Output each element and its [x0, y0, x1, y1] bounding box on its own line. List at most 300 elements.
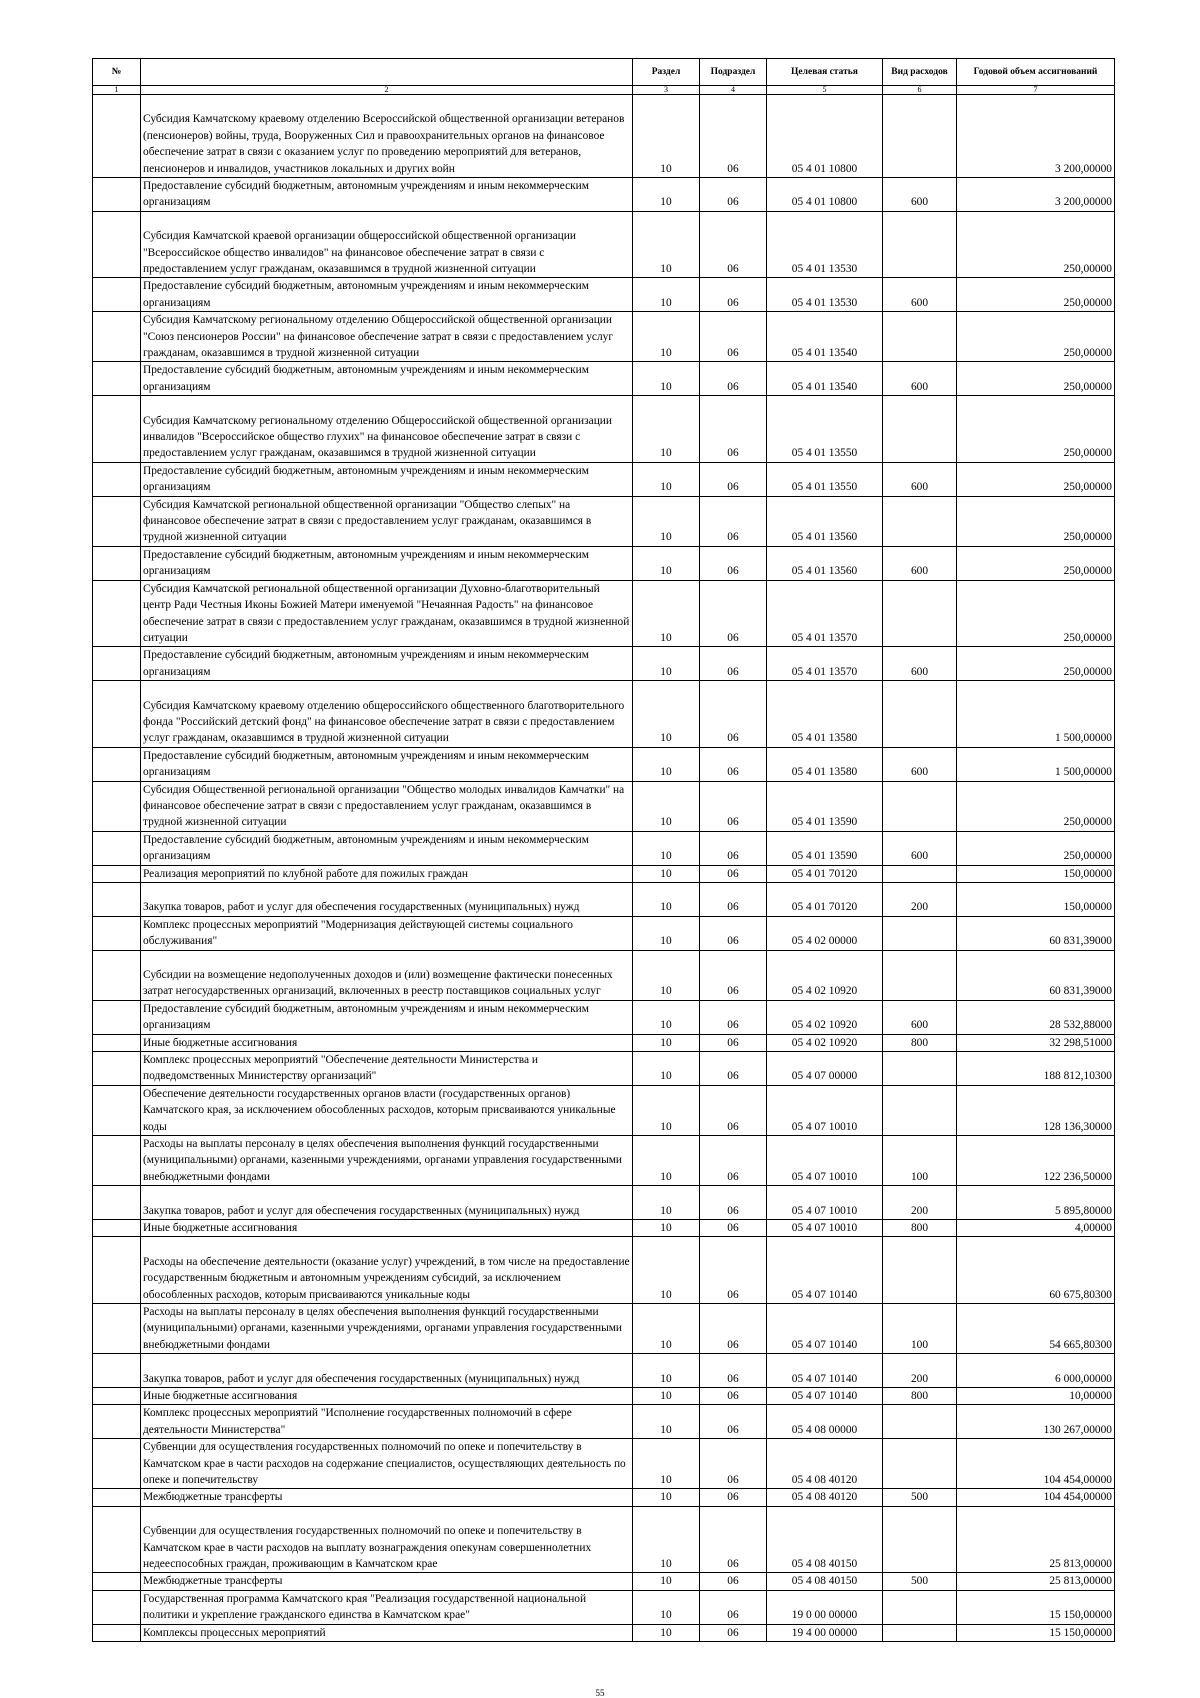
row-subsection: 06 [700, 1354, 767, 1388]
row-target-article: 05 4 07 10140 [767, 1237, 883, 1304]
row-name: Субсидия Камчатскому региональному отделению Общероссийской общественной организации "Союз пенсионеров России" на финансовое обеспечение затрат в связи с предоставлением услуг гражданам, оказавшимся в трудной жизненной ситуации [141, 312, 633, 362]
row-subsection: 06 [700, 647, 767, 681]
row-amount: 250,00000 [957, 462, 1115, 496]
row-amount: 6 000,00000 [957, 1354, 1115, 1388]
row-expense-type: 600 [883, 831, 957, 865]
row-number [93, 312, 141, 362]
row-target-article: 05 4 01 13550 [767, 462, 883, 496]
row-section: 10 [633, 496, 700, 546]
row-target-article: 05 4 07 10010 [767, 1136, 883, 1186]
row-number [93, 916, 141, 950]
column-number: 5 [767, 86, 883, 95]
row-section: 10 [633, 1590, 700, 1624]
row-amount: 250,00000 [957, 496, 1115, 546]
row-number [93, 546, 141, 580]
row-amount: 250,00000 [957, 580, 1115, 647]
column-number: 4 [700, 86, 767, 95]
column-number-row [93, 86, 1115, 95]
table-row [93, 1624, 1115, 1641]
header-section: Раздел [633, 59, 700, 86]
row-name: Государственная программа Камчатского края "Реализация государственной национальной политики и укрепление гражданского единства в Камчатском крае" [141, 1590, 633, 1624]
table-row [93, 1573, 1115, 1590]
row-amount: 104 454,00000 [957, 1489, 1115, 1506]
row-expense-type [883, 681, 957, 748]
row-section: 10 [633, 1439, 700, 1489]
row-subsection: 06 [700, 681, 767, 748]
row-target-article: 05 4 01 13590 [767, 831, 883, 865]
row-amount: 3 200,00000 [957, 95, 1115, 178]
row-section: 10 [633, 1000, 700, 1034]
row-target-article: 05 4 07 10140 [767, 1354, 883, 1388]
row-subsection: 06 [700, 462, 767, 496]
column-number: 2 [141, 86, 633, 95]
header-row [93, 59, 1115, 86]
row-amount: 54 665,80300 [957, 1304, 1115, 1354]
row-number [93, 647, 141, 681]
row-subsection: 06 [700, 1051, 767, 1085]
row-subsection: 06 [700, 178, 767, 212]
row-name: Субвенции для осуществления государственных полномочий по опеке и попечительству в Камчатском крае в части расходов на выплату вознаграждения опекунам совершеннолетних недееспособных граждан, проживающим в Камчатском крае [141, 1506, 633, 1573]
row-name: Предоставление субсидий бюджетным, автономным учреждениям и иным некоммерческим организациям [141, 178, 633, 212]
row-expense-type [883, 1506, 957, 1573]
row-amount: 250,00000 [957, 396, 1115, 463]
header-target-article: Целевая статья [767, 59, 883, 86]
row-name: Субсидия Камчатской региональной общественной организации "Общество слепых" на финансовое обеспечение затрат в связи с предоставлением услуг гражданам, оказавшимся в трудной жизненной ситуации [141, 496, 633, 546]
row-number [93, 1220, 141, 1237]
row-subsection: 06 [700, 747, 767, 781]
row-subsection: 06 [700, 211, 767, 278]
row-section: 10 [633, 1085, 700, 1135]
row-name: Предоставление субсидий бюджетным, автономным учреждениям и иным некоммерческим организациям [141, 647, 633, 681]
row-amount: 15 150,00000 [957, 1590, 1115, 1624]
row-number [93, 882, 141, 916]
row-target-article: 05 4 08 40150 [767, 1573, 883, 1590]
row-target-article: 05 4 01 13530 [767, 211, 883, 278]
row-name: Иные бюджетные ассигнования [141, 1388, 633, 1405]
table-row [93, 1186, 1115, 1220]
row-expense-type: 600 [883, 1000, 957, 1034]
table-row [93, 1136, 1115, 1186]
row-target-article: 05 4 02 00000 [767, 916, 883, 950]
row-section: 10 [633, 362, 700, 396]
row-subsection: 06 [700, 546, 767, 580]
row-amount: 250,00000 [957, 781, 1115, 831]
row-target-article: 05 4 08 40150 [767, 1506, 883, 1573]
row-expense-type [883, 396, 957, 463]
row-expense-type: 600 [883, 462, 957, 496]
row-number [93, 1000, 141, 1034]
row-target-article: 05 4 08 40120 [767, 1439, 883, 1489]
row-name: Субсидия Общественной региональной организации "Общество молодых инвалидов Камчатки" на финансовое обеспечение затрат в связи с предоставлением услуг гражданам, оказавшимся в трудной жизненной ситуации [141, 781, 633, 831]
table-row [93, 1388, 1115, 1405]
row-subsection: 06 [700, 1624, 767, 1641]
row-amount: 250,00000 [957, 546, 1115, 580]
column-number: 6 [883, 86, 957, 95]
row-section: 10 [633, 1405, 700, 1439]
row-expense-type: 100 [883, 1304, 957, 1354]
row-subsection: 06 [700, 396, 767, 463]
row-number [93, 1405, 141, 1439]
row-name: Предоставление субсидий бюджетным, автономным учреждениям и иным некоммерческим организациям [141, 1000, 633, 1034]
column-number: 7 [957, 86, 1115, 95]
row-name: Закупка товаров, работ и услуг для обеспечения государственных (муниципальных) нужд [141, 882, 633, 916]
row-number [93, 831, 141, 865]
table-row [93, 950, 1115, 1000]
row-name: Расходы на выплаты персоналу в целях обеспечения выполнения функций государственными (муниципальными) органами, казенными учреждениями, органами управления государственными внебюджетными фондами [141, 1304, 633, 1354]
row-expense-type [883, 1439, 957, 1489]
row-name: Межбюджетные трансферты [141, 1573, 633, 1590]
row-target-article: 05 4 01 13580 [767, 747, 883, 781]
row-target-article: 05 4 08 40120 [767, 1489, 883, 1506]
row-subsection: 06 [700, 580, 767, 647]
table-row [93, 1590, 1115, 1624]
row-section: 10 [633, 1186, 700, 1220]
row-name: Предоставление субсидий бюджетным, автономным учреждениям и иным некоммерческим организациям [141, 747, 633, 781]
table-row [93, 1489, 1115, 1506]
row-section: 10 [633, 831, 700, 865]
row-section: 10 [633, 916, 700, 950]
row-section: 10 [633, 647, 700, 681]
row-amount: 10,00000 [957, 1388, 1115, 1405]
row-section: 10 [633, 1136, 700, 1186]
row-expense-type: 800 [883, 1034, 957, 1051]
row-subsection: 06 [700, 1506, 767, 1573]
row-name: Комплекс процессных мероприятий "Модернизация действующей системы социального обслуживания" [141, 916, 633, 950]
row-subsection: 06 [700, 496, 767, 546]
row-expense-type [883, 1051, 957, 1085]
budget-table [92, 58, 1115, 1642]
row-name: Межбюджетные трансферты [141, 1489, 633, 1506]
row-number [93, 1085, 141, 1135]
table-row [93, 178, 1115, 212]
row-section: 10 [633, 1051, 700, 1085]
row-amount: 32 298,51000 [957, 1034, 1115, 1051]
row-subsection: 06 [700, 95, 767, 178]
table-row [93, 1439, 1115, 1489]
table-row [93, 1405, 1115, 1439]
row-section: 10 [633, 1624, 700, 1641]
row-expense-type: 600 [883, 747, 957, 781]
row-amount: 25 813,00000 [957, 1573, 1115, 1590]
table-row [93, 882, 1115, 916]
row-number [93, 462, 141, 496]
row-expense-type [883, 1085, 957, 1135]
row-section: 10 [633, 950, 700, 1000]
row-number [93, 865, 141, 882]
row-number [93, 278, 141, 312]
row-subsection: 06 [700, 882, 767, 916]
row-number [93, 1304, 141, 1354]
row-expense-type: 600 [883, 178, 957, 212]
row-section: 10 [633, 211, 700, 278]
page-number: 55 [595, 1688, 605, 1698]
header-number: № [93, 59, 141, 86]
row-subsection: 06 [700, 916, 767, 950]
row-name: Предоставление субсидий бюджетным, автономным учреждениям и иным некоммерческим организациям [141, 462, 633, 496]
row-number [93, 1051, 141, 1085]
row-amount: 250,00000 [957, 211, 1115, 278]
row-section: 10 [633, 747, 700, 781]
row-number [93, 1354, 141, 1388]
table-row [93, 278, 1115, 312]
row-subsection: 06 [700, 1220, 767, 1237]
row-target-article: 05 4 01 13560 [767, 496, 883, 546]
row-name: Закупка товаров, работ и услуг для обеспечения государственных (муниципальных) нужд [141, 1186, 633, 1220]
row-expense-type: 100 [883, 1136, 957, 1186]
row-expense-type [883, 916, 957, 950]
row-name: Комплекс процессных мероприятий "Обеспечение деятельности Министерства и подведомственных Министерству организаций" [141, 1051, 633, 1085]
row-subsection: 06 [700, 1304, 767, 1354]
row-target-article: 05 4 02 10920 [767, 1000, 883, 1034]
row-number [93, 950, 141, 1000]
row-subsection: 06 [700, 362, 767, 396]
row-subsection: 06 [700, 1085, 767, 1135]
row-section: 10 [633, 178, 700, 212]
row-section: 10 [633, 865, 700, 882]
row-target-article: 05 4 01 13570 [767, 647, 883, 681]
row-target-article: 05 4 01 10800 [767, 95, 883, 178]
row-amount: 25 813,00000 [957, 1506, 1115, 1573]
row-section: 10 [633, 681, 700, 748]
table-row [93, 681, 1115, 748]
row-amount: 4,00000 [957, 1220, 1115, 1237]
row-number [93, 1624, 141, 1641]
row-amount: 250,00000 [957, 831, 1115, 865]
row-amount: 250,00000 [957, 362, 1115, 396]
row-expense-type [883, 95, 957, 178]
row-subsection: 06 [700, 950, 767, 1000]
row-amount: 60 831,39000 [957, 950, 1115, 1000]
row-target-article: 05 4 01 13590 [767, 781, 883, 831]
table-row [93, 546, 1115, 580]
row-amount: 1 500,00000 [957, 747, 1115, 781]
row-target-article: 05 4 01 70120 [767, 865, 883, 882]
row-number [93, 781, 141, 831]
row-name: Закупка товаров, работ и услуг для обеспечения государственных (муниципальных) нужд [141, 1354, 633, 1388]
row-target-article: 05 4 01 13550 [767, 396, 883, 463]
row-section: 10 [633, 278, 700, 312]
row-target-article: 05 4 01 13570 [767, 580, 883, 647]
row-amount: 104 454,00000 [957, 1439, 1115, 1489]
row-section: 10 [633, 580, 700, 647]
row-expense-type: 800 [883, 1220, 957, 1237]
row-number [93, 1034, 141, 1051]
row-number [93, 1237, 141, 1304]
table-row [93, 831, 1115, 865]
row-number [93, 1506, 141, 1573]
row-section: 10 [633, 462, 700, 496]
row-name: Расходы на выплаты персоналу в целях обеспечения выполнения функций государственными (муниципальными) органами, казенными учреждениями, органами управления государственными внебюджетными фондами [141, 1136, 633, 1186]
row-number [93, 178, 141, 212]
table-row [93, 580, 1115, 647]
header-annual-amount: Годовой объем ассигнований [957, 59, 1115, 86]
row-subsection: 06 [700, 1590, 767, 1624]
row-amount: 250,00000 [957, 312, 1115, 362]
row-amount: 128 136,30000 [957, 1085, 1115, 1135]
row-number [93, 1439, 141, 1489]
row-number [93, 1186, 141, 1220]
row-name: Субсидия Камчатской региональной общественной организации Духовно-благотворительный центр Ради Честныя Иконы Божией Матери именуемой "Нечаянная Радость" на финансовое обеспечение затрат в связи с предоставлением услуг гражданам, оказавшимся в трудной жизненной ситуации [141, 580, 633, 647]
row-subsection: 06 [700, 1489, 767, 1506]
row-number [93, 1489, 141, 1506]
row-subsection: 06 [700, 831, 767, 865]
row-section: 10 [633, 312, 700, 362]
row-name: Предоставление субсидий бюджетным, автономным учреждениям и иным некоммерческим организациям [141, 278, 633, 312]
row-section: 10 [633, 396, 700, 463]
budget-table-sheet [92, 58, 1114, 1642]
row-subsection: 06 [700, 1186, 767, 1220]
header-subsection: Подраздел [700, 59, 767, 86]
row-amount: 130 267,00000 [957, 1405, 1115, 1439]
row-subsection: 06 [700, 1573, 767, 1590]
row-expense-type [883, 1237, 957, 1304]
row-expense-type [883, 865, 957, 882]
row-target-article: 05 4 02 10920 [767, 950, 883, 1000]
row-subsection: 06 [700, 1439, 767, 1489]
row-section: 10 [633, 1388, 700, 1405]
row-target-article: 05 4 07 00000 [767, 1051, 883, 1085]
row-number [93, 747, 141, 781]
row-section: 10 [633, 1237, 700, 1304]
column-number: 3 [633, 86, 700, 95]
row-expense-type: 600 [883, 278, 957, 312]
row-number [93, 211, 141, 278]
table-row [93, 211, 1115, 278]
row-section: 10 [633, 1573, 700, 1590]
table-row [93, 747, 1115, 781]
table-row [93, 1085, 1115, 1135]
row-name: Расходы на обеспечение деятельности (оказание услуг) учреждений, в том числе на предоставление государственным бюджетным и автономным учреждениям субсидий, за исключением обособленных расходов, которым присваиваются уникальные коды [141, 1237, 633, 1304]
table-row [93, 1220, 1115, 1237]
table-row [93, 396, 1115, 463]
row-expense-type: 500 [883, 1573, 957, 1590]
row-name: Обеспечение деятельности государственных органов власти (государственных органов) Камчатского края, за исключением обособленных расходов, которым присваиваются уникальные коды [141, 1085, 633, 1135]
row-name: Субсидия Камчатскому региональному отделению Общероссийской общественной организации инвалидов "Всероссийское общество глухих" на финансовое обеспечение затрат в связи с предоставлением услуг гражданам, оказавшимся в трудной жизненной ситуации [141, 396, 633, 463]
table-row [93, 362, 1115, 396]
table-row [93, 1051, 1115, 1085]
row-target-article: 05 4 01 13530 [767, 278, 883, 312]
row-name: Субсидии на возмещение недополученных доходов и (или) возмещение фактически понесенных затрат негосударственных организаций, включенных в реестр поставщиков социальных услуг [141, 950, 633, 1000]
row-expense-type: 500 [883, 1489, 957, 1506]
row-subsection: 06 [700, 1000, 767, 1034]
table-row [93, 781, 1115, 831]
row-expense-type [883, 580, 957, 647]
row-expense-type [883, 211, 957, 278]
row-name: Субсидия Камчатской краевой организации общероссийской общественной организации "Всероссийское общество инвалидов" на финансовое обеспечение затрат в связи с предоставлением услуг гражданам, оказавшимся в трудной жизненной ситуации [141, 211, 633, 278]
row-target-article: 05 4 01 13560 [767, 546, 883, 580]
row-number [93, 1388, 141, 1405]
row-amount: 150,00000 [957, 865, 1115, 882]
row-name: Субсидия Камчатскому краевому отделению Всероссийской общественной организации ветеранов (пенсионеров) войны, труда, Вооруженных Сил и правоохранительных органов на финансовое обеспечение затрат в связи с оказанием услуг по проведению мероприятий для ветеранов, пенсионеров и инвалидов, участников локальных и других войн [141, 95, 633, 178]
row-target-article: 05 4 07 10010 [767, 1220, 883, 1237]
row-subsection: 06 [700, 1034, 767, 1051]
table-row [93, 647, 1115, 681]
table-row [93, 1034, 1115, 1051]
row-number [93, 580, 141, 647]
row-section: 10 [633, 882, 700, 916]
row-number [93, 1573, 141, 1590]
row-expense-type: 200 [883, 1354, 957, 1388]
row-expense-type: 600 [883, 647, 957, 681]
row-subsection: 06 [700, 278, 767, 312]
row-number [93, 95, 141, 178]
row-number [93, 496, 141, 546]
row-target-article: 05 4 01 13540 [767, 362, 883, 396]
row-target-article: 05 4 07 10010 [767, 1186, 883, 1220]
row-expense-type: 800 [883, 1388, 957, 1405]
table-row [93, 1354, 1115, 1388]
row-amount: 28 532,88000 [957, 1000, 1115, 1034]
row-subsection: 06 [700, 781, 767, 831]
column-number: 1 [93, 86, 141, 95]
budget-table-body [93, 95, 1115, 1642]
row-name: Комплекс процессных мероприятий "Исполнение государственных полномочий в сфере деятельности Министерства" [141, 1405, 633, 1439]
header-name [141, 59, 633, 86]
row-expense-type [883, 1624, 957, 1641]
row-expense-type: 600 [883, 362, 957, 396]
row-name: Реализация мероприятий по клубной работе для пожилых граждан [141, 865, 633, 882]
table-row [93, 462, 1115, 496]
row-name: Предоставление субсидий бюджетным, автономным учреждениям и иным некоммерческим организациям [141, 362, 633, 396]
table-row [93, 916, 1115, 950]
row-subsection: 06 [700, 312, 767, 362]
row-amount: 250,00000 [957, 647, 1115, 681]
row-target-article: 05 4 01 10800 [767, 178, 883, 212]
row-section: 10 [633, 1489, 700, 1506]
row-name: Предоставление субсидий бюджетным, автономным учреждениям и иным некоммерческим организациям [141, 831, 633, 865]
row-number [93, 362, 141, 396]
table-row [93, 95, 1115, 178]
row-section: 10 [633, 1220, 700, 1237]
row-amount: 188 812,10300 [957, 1051, 1115, 1085]
row-name: Комплексы процессных мероприятий [141, 1624, 633, 1641]
row-target-article: 05 4 01 70120 [767, 882, 883, 916]
row-amount: 15 150,00000 [957, 1624, 1115, 1641]
row-amount: 250,00000 [957, 278, 1115, 312]
row-number [93, 396, 141, 463]
row-target-article: 05 4 08 00000 [767, 1405, 883, 1439]
row-number [93, 1590, 141, 1624]
row-target-article: 05 4 07 10140 [767, 1304, 883, 1354]
row-subsection: 06 [700, 1237, 767, 1304]
row-expense-type [883, 312, 957, 362]
row-target-article: 05 4 01 13580 [767, 681, 883, 748]
row-name: Иные бюджетные ассигнования [141, 1220, 633, 1237]
row-section: 10 [633, 1354, 700, 1388]
row-subsection: 06 [700, 1388, 767, 1405]
table-row [93, 1506, 1115, 1573]
table-row [93, 1237, 1115, 1304]
row-expense-type [883, 496, 957, 546]
row-target-article: 05 4 07 10140 [767, 1388, 883, 1405]
row-section: 10 [633, 1506, 700, 1573]
row-expense-type [883, 1590, 957, 1624]
row-expense-type: 200 [883, 882, 957, 916]
row-section: 10 [633, 95, 700, 178]
row-subsection: 06 [700, 865, 767, 882]
row-target-article: 19 4 00 00000 [767, 1624, 883, 1641]
row-name: Субвенции для осуществления государственных полномочий по опеке и попечительству в Камчатском крае в части расходов на содержание специалистов, осуществляющих деятельность по опеке и попечительству [141, 1439, 633, 1489]
row-expense-type: 200 [883, 1186, 957, 1220]
row-section: 10 [633, 1034, 700, 1051]
table-row [93, 1304, 1115, 1354]
row-amount: 60 831,39000 [957, 916, 1115, 950]
table-row [93, 865, 1115, 882]
row-amount: 5 895,80000 [957, 1186, 1115, 1220]
row-section: 10 [633, 1304, 700, 1354]
row-subsection: 06 [700, 1136, 767, 1186]
row-amount: 3 200,00000 [957, 178, 1115, 212]
